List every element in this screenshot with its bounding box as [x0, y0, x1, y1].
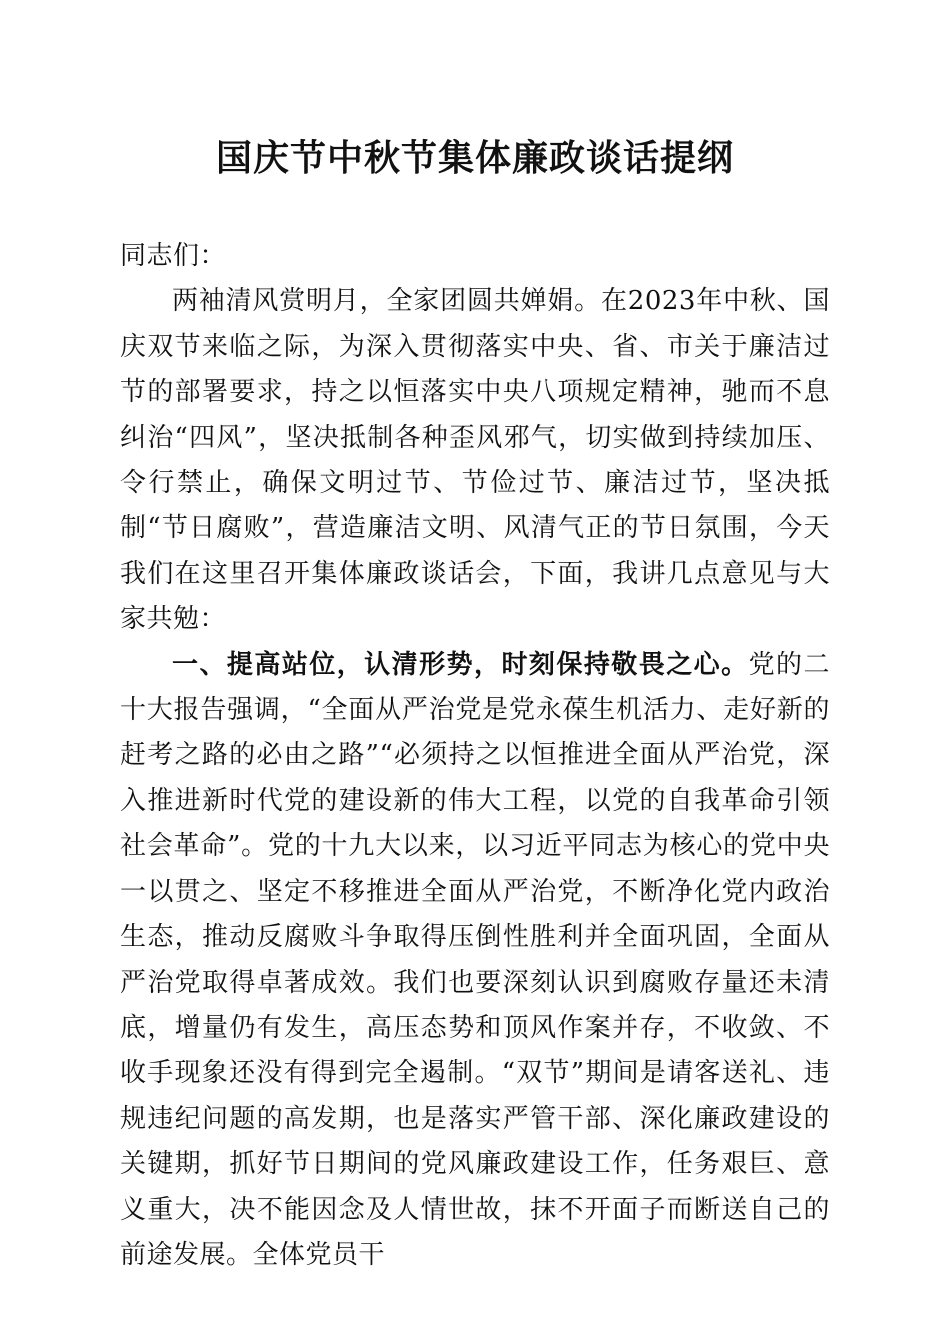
document-title: 国庆节中秋节集体廉政谈话提纲 — [215, 137, 734, 179]
document-body — [120, 234, 830, 1278]
section-1-text: 党的二十大报告强调，“全面从严治党是党永葆生机活力、走好新的赶考之路的必由之路”“必须持之以恒推进全面从严治党，深入推进新时代党的建设新的伟大工程，以党的自我革命引领社会革命”。党的十九大以来，以习近平同志为核心的党中央一以贯之、坚定不移推进全面从严治党，不断净化党内政治生态，推动反腐败斗争取得压倒性胜利并全面巩固，全面从严治党取得卓著成效。我们也要深刻认识到腐败存量还未清底，增量仍有发生，高压态势和顶风作案并存，不收敛、不收手现象还没有得到完全遏制。“双节”期间是请客送礼、违规违纪问题的高发期，也是落实严管干部、深化廉政建设的关键期，抓好节日期间的党风廉政建设工作，任务艰巨、意义重大，决不能因念及人情世故，抹不开面子而断送自己的前途发展。全体党员干 — [120, 649, 830, 1270]
paragraph-intro-text: 两袖清风赏明月，全家团圆共婵娟。在2023年中秋、国庆双节来临之际，为深入贯彻落实中央、省、市关于廉洁过节的部署要求，持之以恒落实中央八项规定精神，驰而不息纠治“四风”，坚决抵制各种歪风邪气，切实做到持续加压、令行禁止，确保文明过节、节俭过节、廉洁过节，坚决抵制“节日腐败”，营造廉洁文明、风清气正的节日氛围，今天我们在这里召开集体廉政谈话会，下面，我讲几点意见与大家共勉： — [120, 286, 830, 635]
paragraph-intro — [120, 279, 830, 642]
section-1-heading: 一、提高站位，认清形势，时刻保持敬畏之心。 — [172, 649, 749, 680]
salutation: 同志们： — [120, 241, 227, 271]
paragraph-section-1 — [120, 643, 830, 1279]
